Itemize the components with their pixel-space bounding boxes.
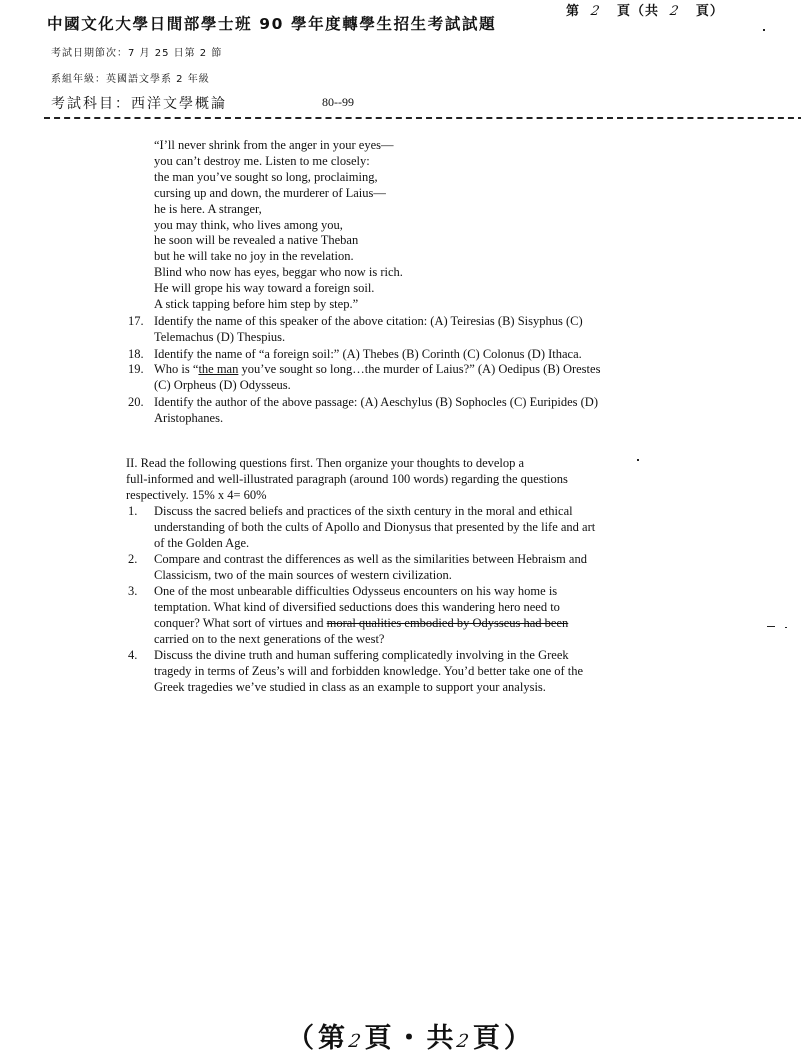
- question-text: carried on to the next generations of the west?: [154, 631, 385, 646]
- question-text: understanding of both the cults of Apollo and Dionysus that presented by the life and art: [154, 519, 596, 534]
- exam-code: 80--99: [322, 95, 354, 109]
- intro-line: full-informed and well-illustrated paragraph (around 100 words) regarding the questions: [126, 471, 568, 486]
- passage-line: he soon will be revealed a native Theban: [154, 233, 359, 248]
- passage-line: He will grope his way toward a foreign soil.: [154, 281, 375, 296]
- passage-line: you may think, who lives among you,: [154, 217, 343, 232]
- question-text: Discuss the sacred beliefs and practices of the sixth century in the moral and ethical: [154, 504, 573, 518]
- footer-open: （第: [287, 1023, 349, 1054]
- question-text: Identify the name of this speaker of the above citation: (A) Teiresias (B) Sisyphus (C): [154, 314, 583, 328]
- question-text: Identify the name of “a foreign soil:” (A) Thebes (B) Corinth (C) Colonus (D) Ithaca.: [154, 347, 582, 361]
- question-number: 18.: [128, 347, 144, 361]
- page-number-handwritten: 2: [589, 4, 602, 19]
- page-suffix: 頁）: [695, 4, 724, 19]
- underlined-phrase: the man: [198, 362, 239, 376]
- question-text: Aristophanes.: [154, 410, 224, 425]
- footer-close: 頁）: [472, 1023, 535, 1054]
- intro-line: II. Read the following questions first. Then organize your thoughts to develop a: [126, 456, 525, 470]
- question-text: Discuss the divine truth and human suffering complicatedly involving in the Greek: [154, 648, 569, 662]
- question-text: Who is “: [154, 362, 199, 376]
- question-number: 3.: [128, 584, 138, 598]
- exam-subject: 考試科目：西洋文學概論: [51, 96, 227, 112]
- passage-line: “I’ll never shrink from the anger in your eyes—: [154, 138, 394, 152]
- passage-line: you can’t destroy me. Listen to me closely:: [154, 153, 370, 168]
- intro-line: respectively. 15% x 4= 60%: [126, 487, 267, 502]
- question-number: 19.: [128, 362, 144, 376]
- passage-line: Blind who now has eyes, beggar who now is rich.: [154, 265, 403, 280]
- section-2-intro: [126, 456, 568, 504]
- scan-speck: [785, 627, 787, 628]
- question-number: 2.: [128, 552, 138, 566]
- question-text: tragedy in terms of Zeus’s will and forbidden knowledge. You’d better take one of the: [154, 663, 584, 678]
- passage-line: the man you’ve sought so long, proclaiming,: [154, 169, 378, 184]
- scan-speck: [763, 29, 765, 31]
- exam-title: 中國文化大學日間部學士班 90 學年度轉學生招生考試試題: [47, 15, 497, 33]
- question-text: Classicism, two of the main sources of western civilization.: [154, 567, 452, 582]
- question-text: Telemachus (D) Thespius.: [154, 329, 286, 344]
- scan-speck: [767, 626, 775, 627]
- question-number: 4.: [128, 648, 138, 662]
- dashed-divider: [44, 117, 801, 119]
- question-text: temptation. What kind of diversified seductions does this wandering hero need to: [154, 599, 560, 614]
- question-number: 1.: [128, 504, 138, 518]
- question-text: (C) Orpheus (D) Odysseus.: [154, 377, 291, 392]
- question-text: Compare and contrast the differences as well as the similarities between Hebraism and: [154, 552, 587, 566]
- passage-line: but he will take no joy in the revelation.: [154, 249, 354, 264]
- page-total-handwritten: 2: [668, 4, 681, 19]
- question-text: Identify the author of the above passage: (A) Aeschylus (B) Sophocles (C) Euripides (D): [154, 395, 598, 409]
- footer-total-handwritten: 2: [455, 1031, 475, 1052]
- page-mid: 頁（共: [616, 4, 659, 19]
- question-text: of the Golden Age.: [154, 535, 250, 550]
- question-text: you’ve sought so long…the murder of Laius?” (A) Oedipus (B) Orestes: [238, 362, 601, 376]
- exam-date: 考試日期節次：7 月 25 日第 2 節: [51, 48, 223, 59]
- question-number: 17.: [128, 314, 144, 328]
- passage-line: cursing up and down, the murderer of Laius—: [154, 185, 386, 200]
- question-text: Greek tragedies we’ve studied in class as an example to support your analysis.: [154, 679, 546, 694]
- footer-page-indicator: [287, 1016, 535, 1055]
- footer-mid: 頁・共: [364, 1023, 458, 1054]
- question-text: conquer? What sort of virtues and: [154, 615, 327, 630]
- struck-through-text: moral qualities embodied by Odysseus had been: [326, 615, 569, 630]
- quoted-passage: [154, 138, 403, 313]
- passage-line: he is here. A stranger,: [154, 201, 262, 216]
- scan-speck: [637, 459, 639, 461]
- question-text: One of the most unbearable difficulties Odysseus encounters on his way home is: [154, 584, 558, 598]
- department: 系組年級：英國語文學系 2 年級: [51, 74, 210, 85]
- page-indicator: [566, 0, 724, 19]
- passage-line: A stick tapping before him step by step.”: [154, 297, 359, 312]
- page-prefix: 第: [566, 4, 581, 19]
- footer-page-handwritten: 2: [347, 1031, 367, 1052]
- question-number: 20.: [128, 395, 144, 409]
